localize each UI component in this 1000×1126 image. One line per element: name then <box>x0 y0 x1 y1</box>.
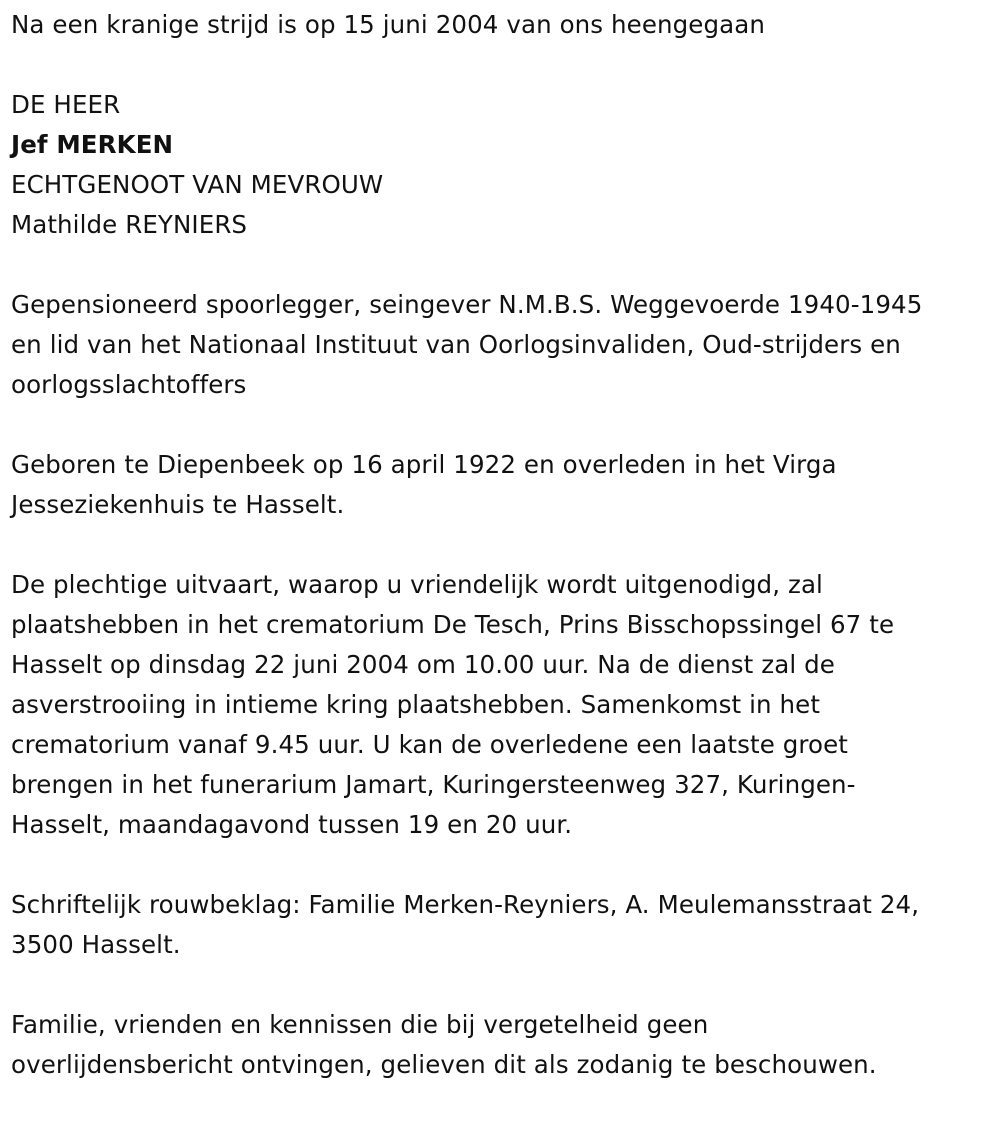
spacer <box>11 845 996 885</box>
profession-paragraph <box>11 285 996 405</box>
closing-paragraph <box>11 1005 996 1085</box>
profession-line: Gepensioneerd spoorlegger, seingever N.M.B.S. Weggevoerde 1940-1945 <box>11 290 923 319</box>
spacer <box>11 525 996 565</box>
condolence-paragraph <box>11 885 996 965</box>
condolence-line: 3500 Hasselt. <box>11 930 181 959</box>
intro-line: Na een kranige strijd is op 15 juni 2004 van ons heengegaan <box>11 10 765 39</box>
profession-line: en lid van het Nationaal Instituut van Oorlogsinvaliden, Oud-strijders en <box>11 330 901 359</box>
closing-line: overlijdensbericht ontvingen, gelieven dit als zodanig te beschouwen. <box>11 1050 877 1079</box>
spouse-name: Mathilde REYNIERS <box>11 210 248 239</box>
birth-line: Geboren te Diepenbeek op 16 april 1922 en overleden in het Virga <box>11 450 837 479</box>
spouse-label: ECHTGENOOT VAN MEVROUW <box>11 170 384 199</box>
birth-paragraph <box>11 445 996 525</box>
birth-line: Jesseziekenhuis te Hasselt. <box>11 490 345 519</box>
funeral-line: De plechtige uitvaart, waarop u vriendelijk wordt uitgenodigd, zal <box>11 570 823 599</box>
spacer <box>11 405 996 445</box>
death-notice <box>11 5 996 1085</box>
funeral-line: Hasselt op dinsdag 22 juni 2004 om 10.00 uur. Na de dienst zal de <box>11 650 835 679</box>
spacer <box>11 245 996 285</box>
funeral-line: brengen in het funerarium Jamart, Kuringersteenweg 327, Kuringen- <box>11 770 856 799</box>
funeral-paragraph <box>11 565 996 845</box>
profession-line: oorlogsslachtoffers <box>11 370 247 399</box>
funeral-line: asverstrooiing in intieme kring plaatshebben. Samenkomst in het <box>11 690 821 719</box>
funeral-line: plaatshebben in het crematorium De Tesch, Prins Bisschopssingel 67 te <box>11 610 895 639</box>
title-line: DE HEER <box>11 90 121 119</box>
spacer <box>11 45 996 85</box>
deceased-name: Jef MERKEN <box>11 130 174 159</box>
closing-line: Familie, vrienden en kennissen die bij vergetelheid geen <box>11 1010 709 1039</box>
funeral-line: crematorium vanaf 9.45 uur. U kan de overledene een laatste groet <box>11 730 849 759</box>
spacer <box>11 965 996 1005</box>
funeral-line: Hasselt, maandagavond tussen 19 en 20 uur. <box>11 810 573 839</box>
condolence-line: Schriftelijk rouwbeklag: Familie Merken-Reyniers, A. Meulemansstraat 24, <box>11 890 920 919</box>
